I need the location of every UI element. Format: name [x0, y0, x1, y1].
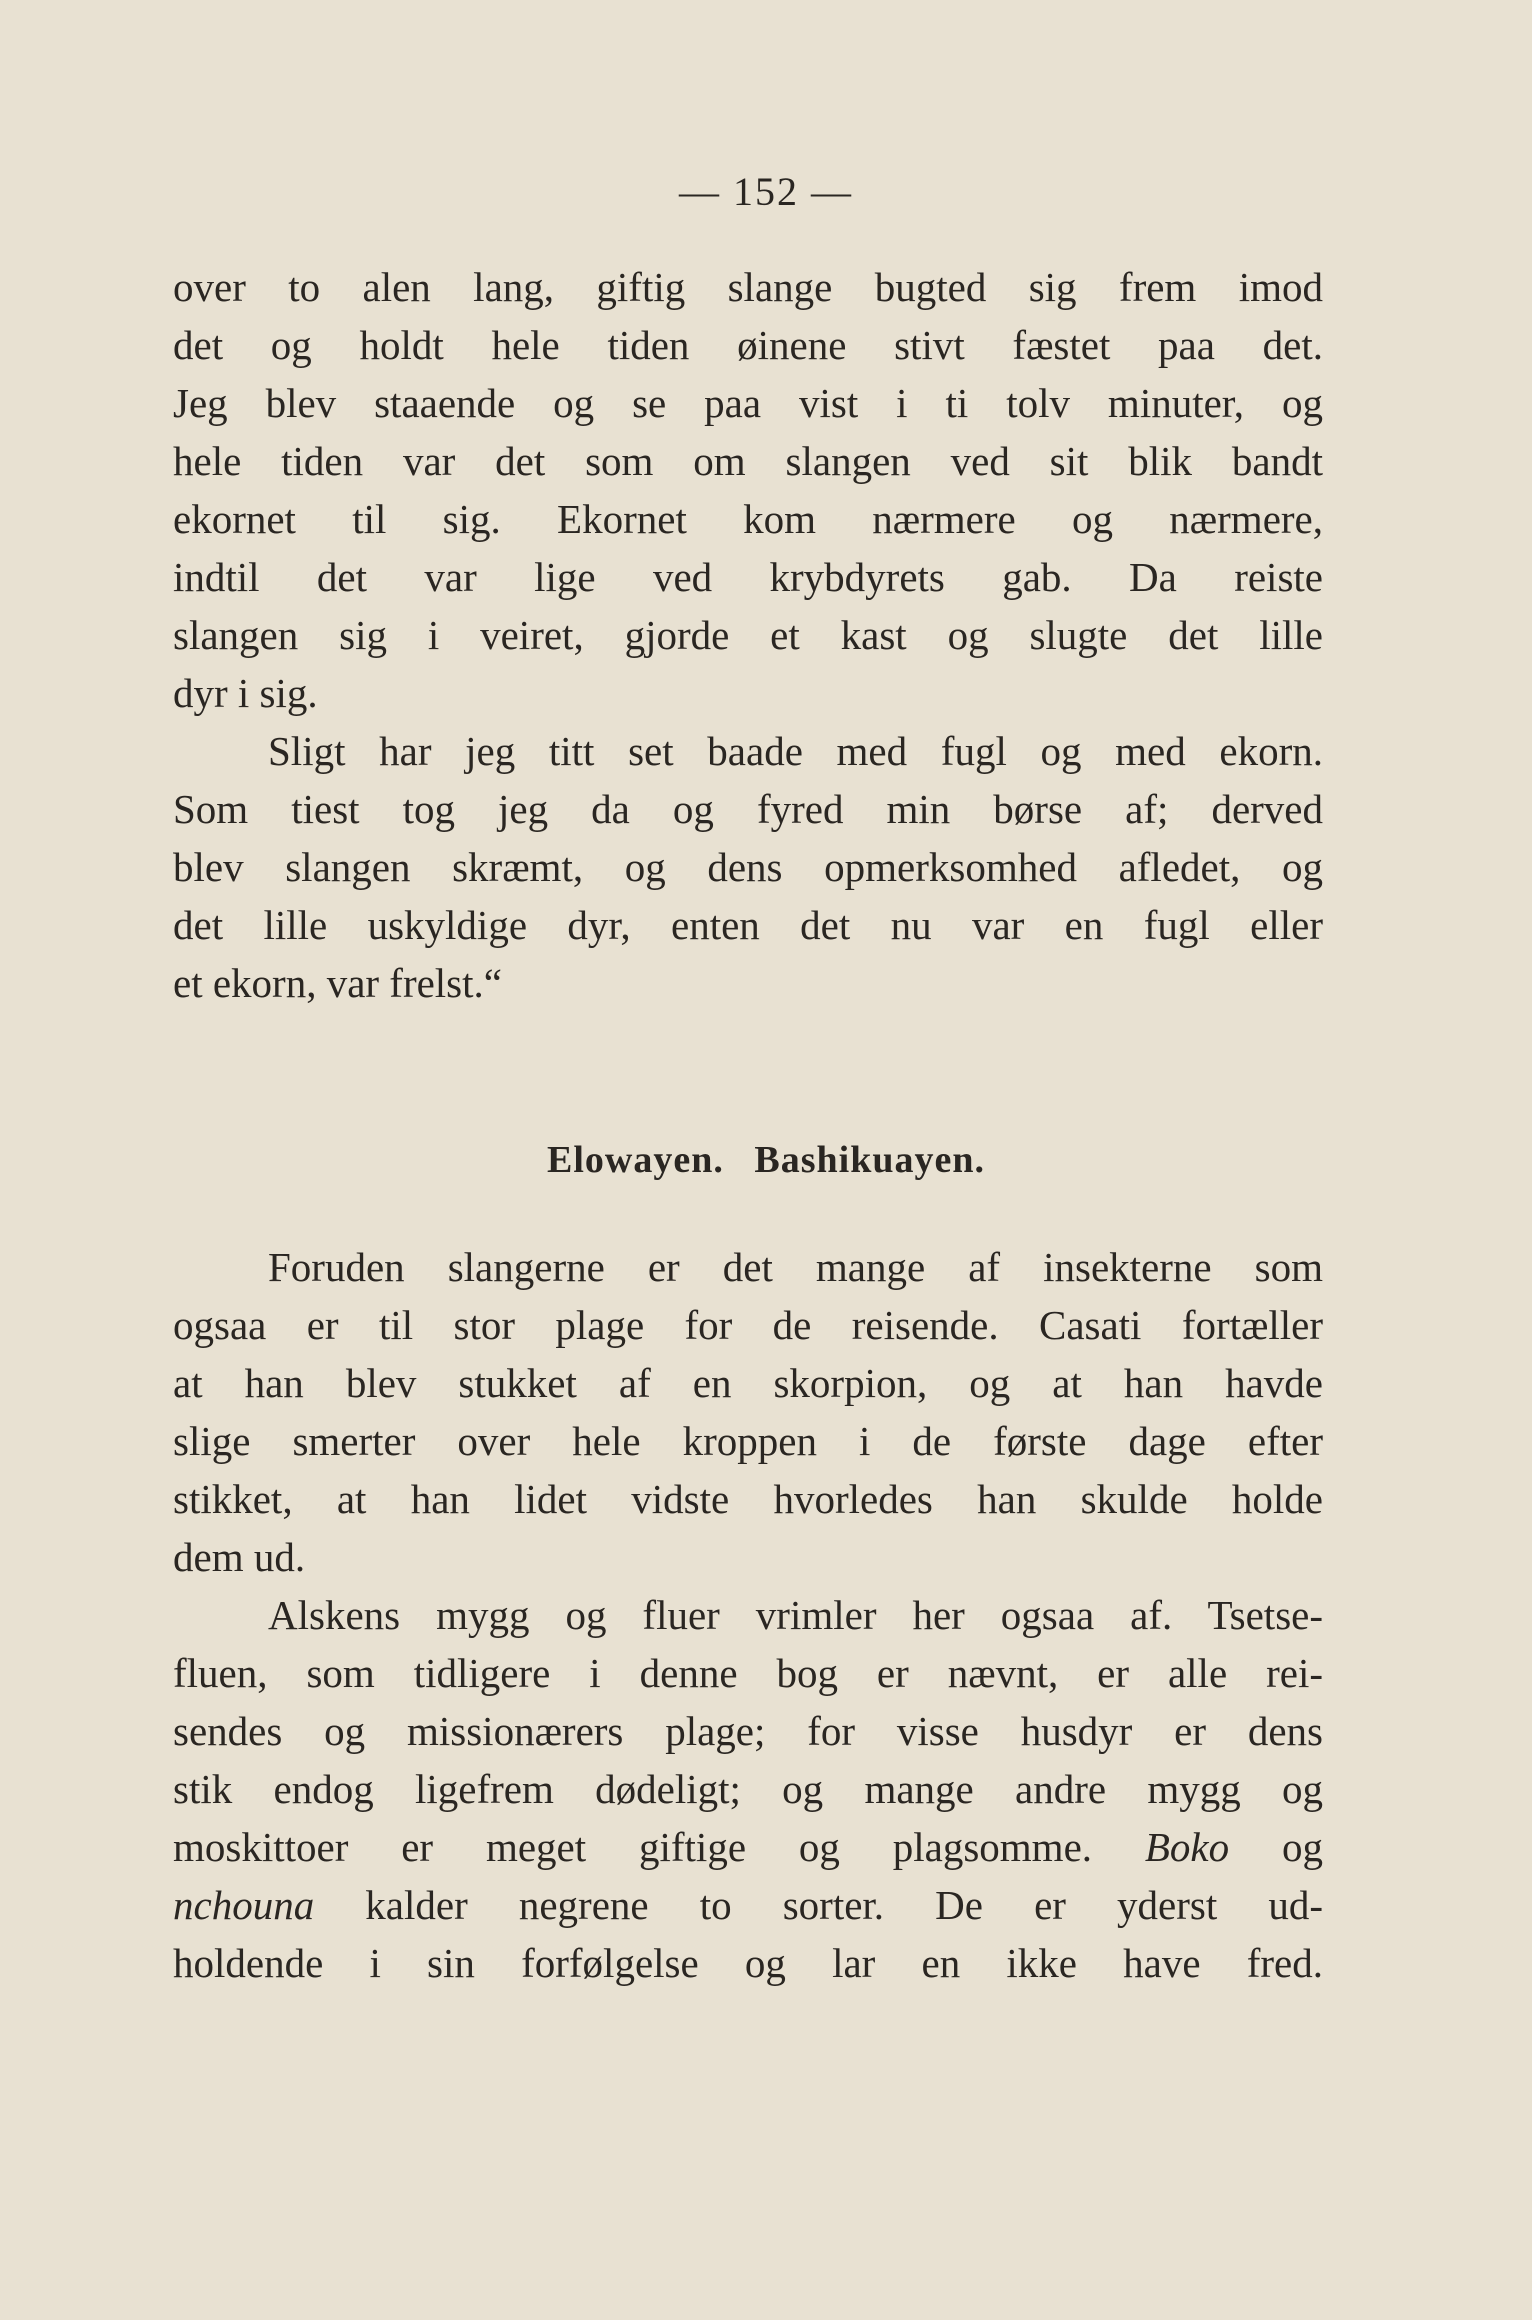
text-line: Sligt har jeg titt set baade med fugl og med ekorn.: [268, 728, 1323, 774]
text-line: slangen sig i veiret, gjorde et kast og slugte det lille: [173, 612, 1323, 658]
italic-term: Boko: [1144, 1824, 1230, 1870]
text-line: Jeg blev staaende og se paa vist i ti tolv minuter, og: [173, 380, 1323, 426]
text-run: moskittoer er meget giftige og plagsomme.: [173, 1824, 1145, 1870]
text-line: det lille uskyldige dyr, enten det nu var en fugl eller: [173, 902, 1323, 948]
text-run: og: [1229, 1824, 1324, 1870]
text-line: holdende i sin forfølgelse og lar en ikke have fred.: [173, 1940, 1323, 1986]
page-number: — 152 —: [679, 169, 853, 214]
text-line: Foruden slangerne er det mange af insekterne som: [268, 1244, 1323, 1290]
paragraph-alskens: [173, 1586, 1323, 1992]
text-line: blev slangen skræmt, og dens opmerksomhed afledet, og: [173, 844, 1323, 890]
text-line: ekornet til sig. Ekornet kom nærmere og nærmere,: [173, 496, 1323, 542]
text-line: [173, 1876, 1323, 1934]
text-line: Alskens mygg og fluer vrimler her ogsaa af. Tsetse-: [268, 1592, 1323, 1638]
text-line: det og holdt hele tiden øinene stivt fæstet paa det.: [173, 322, 1323, 368]
text-line: dyr i sig.: [173, 670, 318, 716]
text-line: dem ud.: [173, 1534, 306, 1580]
text-line: over to alen lang, giftig slange bugted sig frem imod: [173, 264, 1323, 310]
text-line: hele tiden var det som om slangen ved sit blik bandt: [173, 438, 1323, 484]
heading-part-2: Bashikuayen.: [754, 1139, 985, 1181]
paragraph-sligt: [173, 722, 1323, 1012]
paragraph-continued: [173, 258, 1323, 722]
heading-part-1: Elowayen.: [547, 1139, 724, 1181]
italic-term: nchouna: [173, 1882, 315, 1928]
text-line: stik endog ligefrem dødeligt; og mange andre mygg og: [173, 1766, 1323, 1812]
text-line: slige smerter over hele kroppen i de første dage efter: [173, 1418, 1323, 1464]
text-line: fluen, som tidligere i denne bog er nævnt, er alle rei-: [173, 1650, 1323, 1696]
text-line: Som tiest tog jeg da og fyred min børse af; derved: [173, 786, 1323, 832]
text-run: kalder negrene to sorter. De er yderst ud-: [314, 1882, 1323, 1928]
section-heading: [0, 1138, 1532, 1182]
text-line: [173, 1818, 1323, 1876]
paragraph-foruden: [173, 1238, 1323, 1586]
text-line: indtil det var lige ved krybdyrets gab. Da reiste: [173, 554, 1323, 600]
text-line: ogsaa er til stor plage for de reisende. Casati fortæller: [173, 1302, 1323, 1348]
text-line: et ekorn, var frelst.“: [173, 960, 502, 1006]
text-line: sendes og missionærers plage; for visse husdyr er dens: [173, 1708, 1323, 1754]
text-line: stikket, at han lidet vidste hvorledes han skulde holde: [173, 1476, 1323, 1522]
text-line: at han blev stukket af en skorpion, og at han havde: [173, 1360, 1323, 1406]
